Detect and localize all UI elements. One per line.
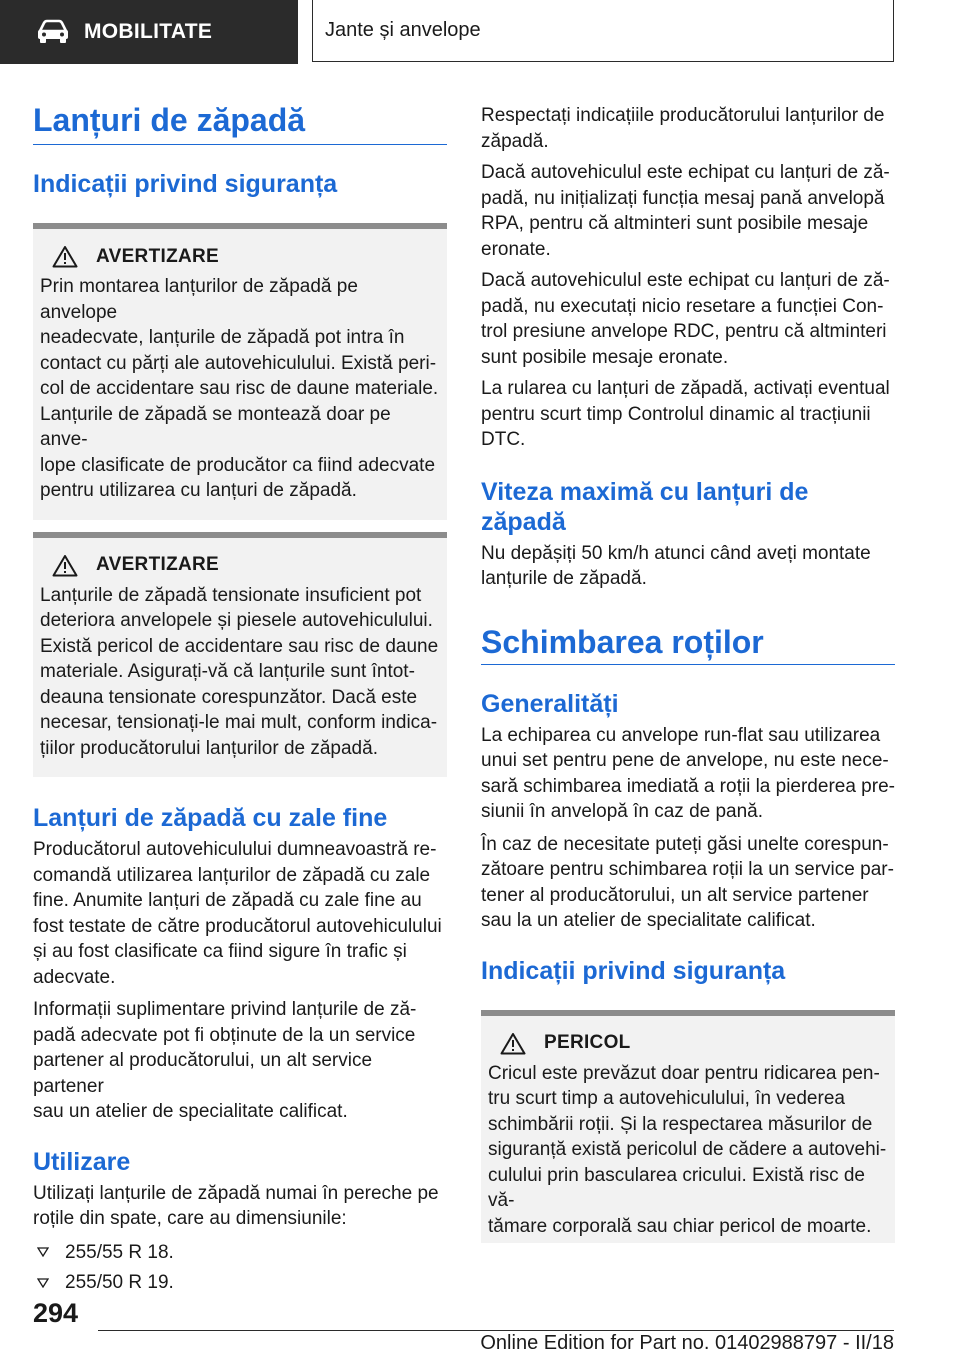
text-line: DTC. <box>481 429 526 450</box>
section-label: MOBILITATE <box>84 20 213 43</box>
text-line: Există pericol de accidentare sau risc de daune <box>40 635 439 657</box>
warning-text <box>40 583 439 762</box>
text-line: culului prin bascularea cricului. Există risc de vă- <box>488 1164 865 1211</box>
paragraph <box>33 1181 447 1232</box>
paragraph <box>481 268 895 370</box>
text-line: Prin montarea lanțurilor de zăpadă pe anvelope <box>40 276 358 323</box>
paragraph <box>481 541 895 592</box>
text-line: fine. Anumite lanțuri de zăpadă cu zale fine au <box>33 890 422 911</box>
list-item <box>33 1270 447 1296</box>
warning-box <box>33 223 447 520</box>
list-item <box>33 1240 447 1266</box>
text-line: Lanțurile de zăpadă tensionate insuficient pot <box>40 584 422 606</box>
text-line: țiilor producătorului lanțurilor de zăpadă. <box>40 737 378 759</box>
text-line: padă, nu inițializați funcția mesaj pană anvelopă <box>481 187 885 209</box>
text-line: zătoare pentru schimbarea roții la un service par- <box>481 859 894 880</box>
text-line: deteriora anvelopele și piesele autovehiculului. <box>40 610 433 631</box>
heading-line: zăpadă <box>481 507 566 536</box>
text-line: comandă utilizarea lanțurilor de zăpadă cu zale <box>33 864 431 886</box>
text-line: sară schimbarea imediată a roții la pierderea pre- <box>481 775 895 797</box>
text-line: lanțurile de zăpadă. <box>481 568 647 589</box>
paragraph <box>481 723 895 825</box>
text-line: siguranță există pericolul de cădere a autovehi- <box>488 1139 887 1160</box>
section-heading-max-speed <box>481 477 895 537</box>
text-line: sau un atelier de specialitate calificat. <box>33 1101 348 1122</box>
text-line: trol presiune anvelope RDC, pentru că altminteri <box>481 321 887 342</box>
text-line: RPA, pentru că altminteri sunt posibile mesaje <box>481 213 869 234</box>
text-line: lope clasificate de producător ca fiind adecvate <box>40 454 436 476</box>
text-line: col de accidentare sau risc de daune materiale. <box>40 378 439 399</box>
text-line: Producătorul autovehiculului dumneavoastră re- <box>33 839 437 860</box>
section-heading-fine-chains: Lanțuri de zăpadă cu zale fine <box>33 804 388 832</box>
text-line: materiale. Asigurați-vă că lanțurile sunt întot- <box>40 661 415 682</box>
text-line: În caz de necesitate puteți găsi unelte corespun- <box>481 833 889 855</box>
text-line: deauna tensionate corespunzător. Dacă este <box>40 686 418 708</box>
right-column <box>481 103 895 1243</box>
text-line: adecvate. <box>33 966 116 988</box>
car-icon <box>36 19 70 45</box>
list-item-text: 255/50 R 19. <box>65 1272 174 1293</box>
text-line: unui set pentru pene de anvelope, nu este nece- <box>481 750 889 771</box>
text-line: padă, nu executați nicio resetare a funcției Con- <box>481 295 884 317</box>
text-line: tămare corporală sau chiar pericol de moarte. <box>488 1215 872 1237</box>
warning-text <box>40 274 439 504</box>
title-rule <box>481 664 895 665</box>
text-line: Informații suplimentare privind lanțurile de ză- <box>33 999 417 1020</box>
warning-title: AVERTIZARE <box>96 554 219 575</box>
text-line: pentru utilizarea cu lanțuri de zăpadă. <box>40 480 357 501</box>
text-line: și au fost clasificate ca fiind sigure în trafic și <box>33 941 407 962</box>
warning-triangle-icon <box>500 1032 526 1055</box>
section-heading-general: Generalități <box>481 689 619 718</box>
danger-box <box>481 1010 895 1244</box>
paragraph <box>481 832 895 934</box>
text-line: sunt posibile mesaje eronate. <box>481 346 729 368</box>
title-rule <box>33 144 447 145</box>
footer-edition: Online Edition for Part no. 01402988797 - II/18 <box>480 1332 894 1354</box>
text-line: Dacă autovehiculul este echipat cu lanțuri de ză- <box>481 270 890 291</box>
text-line: Nu depășiți 50 km/h atunci când aveți montate <box>481 542 871 564</box>
text-line: Lanțurile de zăpadă se montează doar pe anve- <box>40 403 391 450</box>
paragraph <box>33 997 447 1125</box>
text-line: La echiparea cu anvelope run-flat sau utilizarea <box>481 724 881 746</box>
text-line: partener al producătorului, un alt service partener <box>33 1050 373 1097</box>
warning-box <box>33 532 447 778</box>
section-tab <box>0 0 298 64</box>
list-item-text: 255/55 R 18. <box>65 1241 174 1263</box>
page-number: 294 <box>33 1298 79 1328</box>
chapter-label: Jante și anvelope <box>325 19 481 41</box>
section-heading-safety: Indicații privind siguranța <box>33 170 338 198</box>
text-line: roțile din spate, care au dimensiunile: <box>33 1208 347 1229</box>
paragraph <box>481 103 895 154</box>
footer-rule <box>98 1330 894 1331</box>
page-title: Lanțuri de zăpadă <box>33 102 306 138</box>
text-line: Dacă autovehiculul este echipat cu lanțuri de ză- <box>481 162 890 183</box>
text-line: sau la un atelier de specialitate calificat. <box>481 910 816 931</box>
page-title-wheel-change: Schimbarea roților <box>481 623 764 660</box>
text-line: schimbării roții. Și la respectarea măsurilor de <box>488 1113 873 1135</box>
text-line: La rularea cu lanțuri de zăpadă, activați eventual <box>481 378 890 399</box>
paragraph <box>481 160 895 262</box>
text-line: Respectați indicațiile producătorului lanțurilor de <box>481 105 885 126</box>
text-line: padă adecvate pot fi obținute de la un service <box>33 1024 416 1046</box>
danger-text <box>488 1061 887 1240</box>
paragraph <box>33 837 447 990</box>
warning-triangle-icon <box>52 554 78 577</box>
text-line: contact cu părți ale autovehiculului. Există peri- <box>40 352 437 374</box>
text-line: fost testate de către producătorul autovehiculului <box>33 915 442 937</box>
text-line: zăpadă. <box>481 130 549 152</box>
left-column <box>33 100 447 1296</box>
text-line: eronate. <box>481 238 551 260</box>
bullet-triangle-icon <box>37 1247 49 1257</box>
danger-title: PERICOL <box>544 1032 631 1053</box>
warning-triangle-icon <box>52 245 78 268</box>
text-line: siunii în anvelopă în caz de pană. <box>481 801 764 822</box>
heading-line: Viteza maximă cu lanțuri de <box>481 477 809 506</box>
paragraph <box>481 376 895 453</box>
text-line: Cricul este prevăzut doar pentru ridicarea pen- <box>488 1062 880 1084</box>
text-line: tener al producătorului, un alt service partener <box>481 884 869 906</box>
bullet-triangle-icon <box>37 1278 49 1288</box>
text-line: pentru scurt timp Controlul dinamic al tracțiunii <box>481 403 871 425</box>
section-heading-usage: Utilizare <box>33 1147 131 1176</box>
chapter-tab <box>312 0 894 62</box>
text-line: necesar, tensionați-le mai mult, conform indica- <box>40 712 438 733</box>
section-heading-safety: Indicații privind siguranța <box>481 956 786 985</box>
warning-title: AVERTIZARE <box>96 245 219 267</box>
text-line: neadecvate, lanțurile de zăpadă pot intra în <box>40 327 405 348</box>
text-line: Utilizați lanțurile de zăpadă numai în pereche pe <box>33 1182 439 1204</box>
text-line: tru scurt timp a autovehiculului, în vederea <box>488 1088 845 1109</box>
